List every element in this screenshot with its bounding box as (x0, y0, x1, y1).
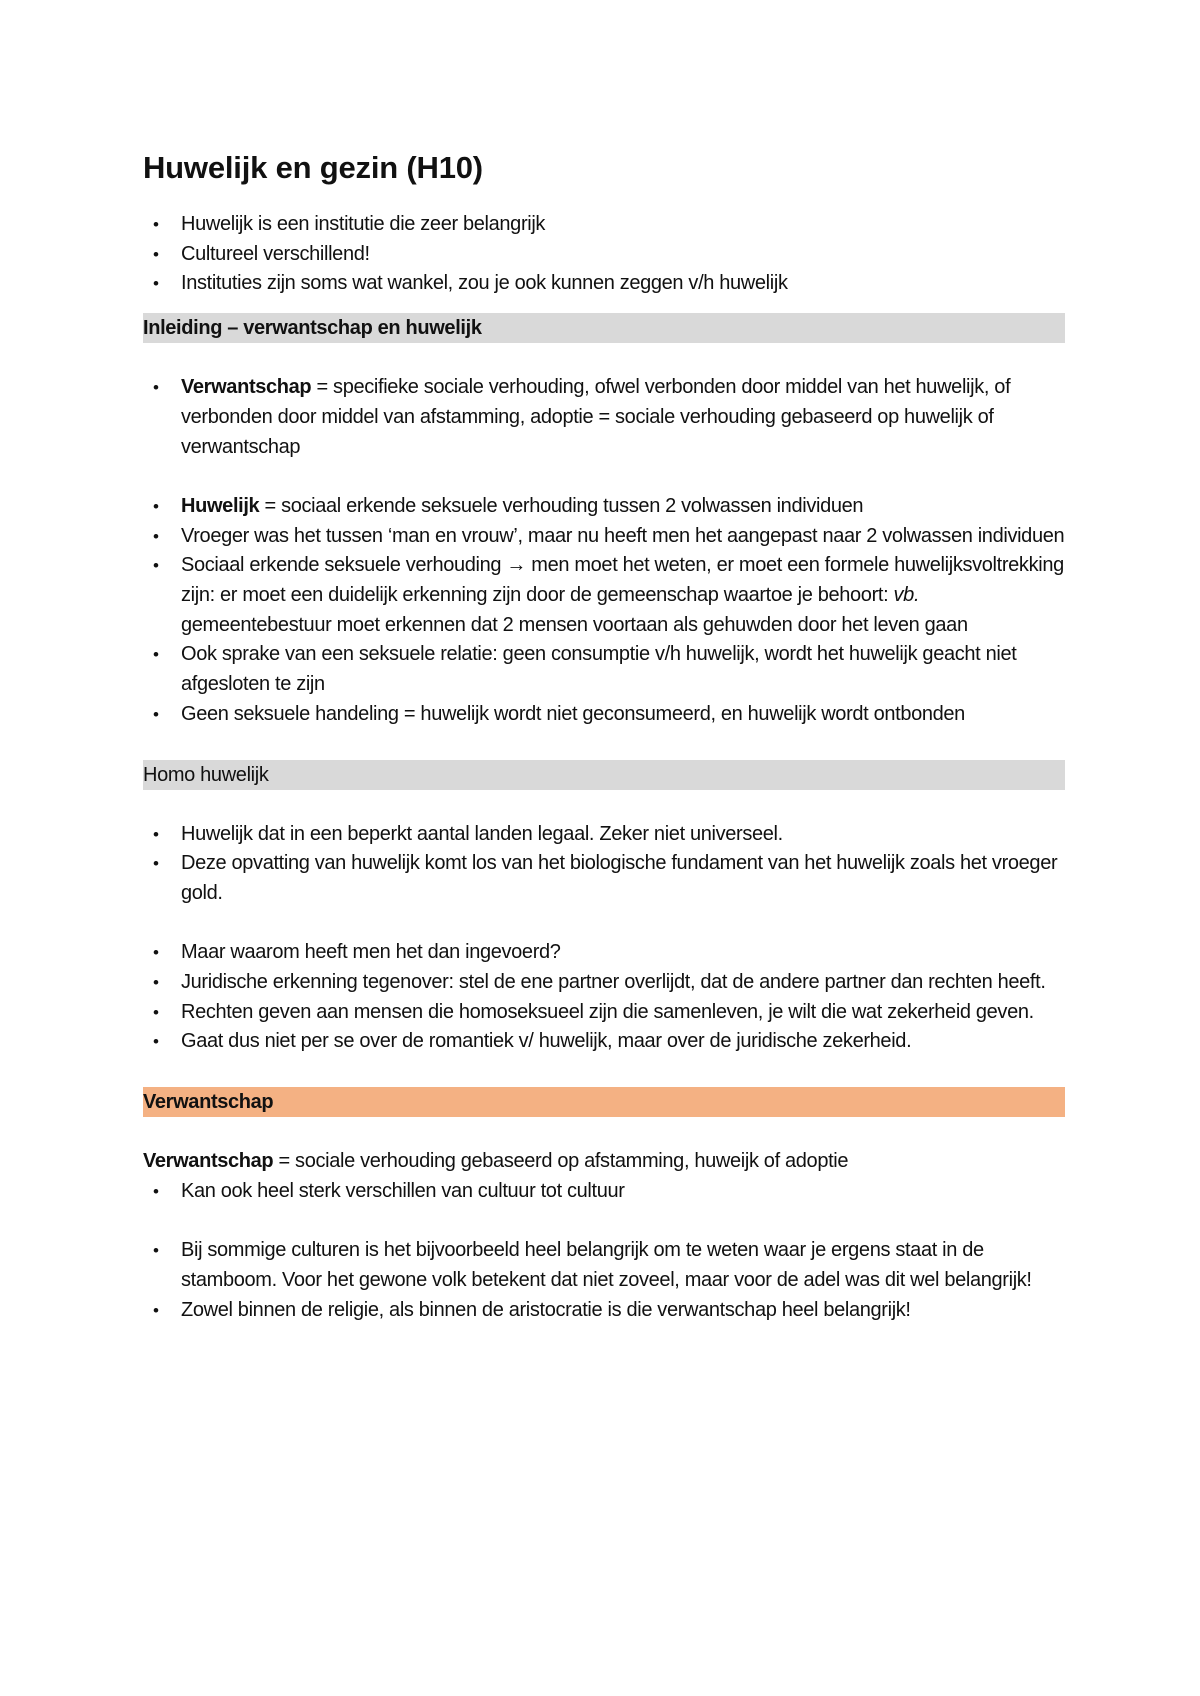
inleiding-list-1 (143, 373, 1065, 462)
definition-text: = sociale verhouding gebaseerd op afstamming, huweijk of adoptie (273, 1150, 849, 1173)
term-verwantschap: Verwantschap (181, 376, 312, 399)
term-huwelijk: Huwelijk (181, 494, 260, 517)
list-item: • Instituties zijn soms wat wankel, zou je ook kunnen zeggen v/h huwelijk (143, 269, 1065, 299)
list-item: • Rechten geven aan mensen die homoseksueel zijn die samenleven, je wilt die wat zekerheid geven. (143, 998, 1065, 1028)
verwantschap-definition (143, 1147, 1065, 1177)
intro-list (143, 210, 1065, 299)
definition-text: = sociaal erkende seksuele verhouding tussen 2 volwassen individuen (259, 494, 864, 517)
list-item (143, 492, 1065, 522)
page-title: Huwelijk en gezin (H10) (143, 150, 483, 185)
arrow-right-icon: → (506, 554, 527, 577)
document-body (143, 146, 1065, 1325)
list-item (143, 373, 1065, 462)
list-item: • Vroeger was het tussen ‘man en vrouw’, maar nu heeft men het aangepast naar 2 volwassen individuen (143, 522, 1065, 552)
inleiding-list-2 (143, 492, 1065, 730)
list-item: • Sociaal erkende seksuele verhouding → men moet het weten, er moet een formele huwelijksvoltrekking zijn: er moet een duidelijk erkenning zijn door de gemeenschap waartoe je behoort: vb. gemeentebestuur moet erkennen dat 2 mensen voortaan als gehuwden door het leven gaan (143, 551, 1065, 640)
list-item: • Gaat dus niet per se over de romantiek v/ huwelijk, maar over de juridische zekerheid. (143, 1027, 1065, 1057)
verwantschap-list-1 (143, 1177, 1065, 1207)
list-item: • Huwelijk is een institutie die zeer belangrijk (143, 210, 1065, 240)
list-item: • Maar waarom heeft men het dan ingevoerd? (143, 938, 1065, 968)
section-heading-inleiding: Inleiding – verwantschap en huwelijk (143, 313, 1065, 343)
verwantschap-list-2 (143, 1236, 1065, 1325)
list-item: • Juridische erkenning tegenover: stel de ene partner overlijdt, dat de andere partner dan rechten heeft. (143, 968, 1065, 998)
list-item: • Huwelijk dat in een beperkt aantal landen legaal. Zeker niet universeel. (143, 820, 1065, 850)
list-item: • Zowel binnen de religie, als binnen de aristocratie is die verwantschap heel belangrijk! (143, 1296, 1065, 1326)
list-item: • Ook sprake van een seksuele relatie: geen consumptie v/h huwelijk, wordt het huwelijk geacht niet afgesloten te zijn (143, 640, 1065, 699)
homo-list-2 (143, 938, 1065, 1057)
list-item: • Deze opvatting van huwelijk komt los van het biologische fundament van het huwelijk zoals het vroeger gold. (143, 849, 1065, 908)
term-verwantschap: Verwantschap (143, 1150, 274, 1173)
example-abbrev: vb. (893, 584, 920, 607)
section-heading-verwantschap: Verwantschap (143, 1087, 1065, 1117)
list-item: • Geen seksuele handeling = huwelijk wordt niet geconsumeerd, en huwelijk wordt ontbonden (143, 700, 1065, 730)
list-item: • Kan ook heel sterk verschillen van cultuur tot cultuur (143, 1177, 1065, 1207)
homo-list-1 (143, 820, 1065, 909)
section-heading-homo-huwelijk: Homo huwelijk (143, 760, 1065, 790)
list-item: • Cultureel verschillend! (143, 240, 1065, 270)
list-item: • Bij sommige culturen is het bijvoorbeeld heel belangrijk om te weten waar je ergens staat in de stamboom. Voor het gewone volk betekent dat niet zoveel, maar voor de adel was dit wel belangrijk! (143, 1236, 1065, 1295)
definition-text: = specifieke sociale verhouding, ofwel verbonden door middel van het huwelijk, of verbonden door middel van afstamming, adoptie = sociale verhouding gebaseerd op huwelijk of verwantschap (181, 376, 1011, 458)
